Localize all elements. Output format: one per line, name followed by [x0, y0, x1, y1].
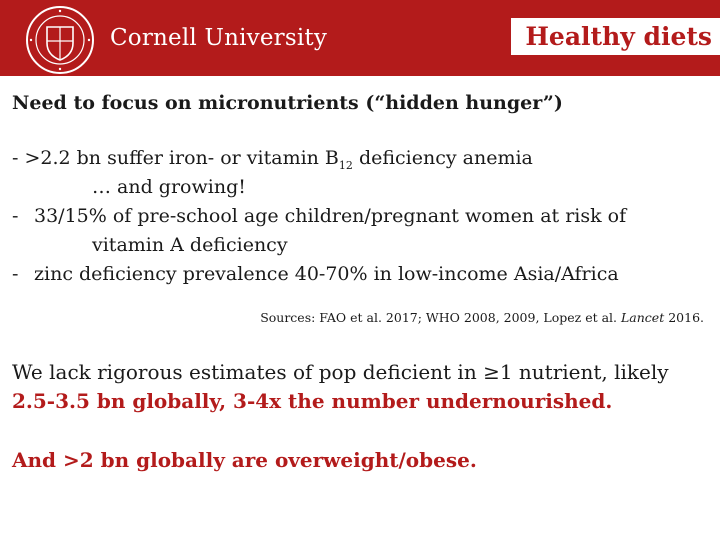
estimate-line-2: 2.5-3.5 bn globally, 3-4x the number undernourished.	[12, 389, 613, 413]
bullet-2-continuation: vitamin A deficiency	[92, 234, 288, 256]
bullet-3-text: zinc deficiency prevalence 40-70% in low-income Asia/Africa	[34, 263, 619, 285]
bullet-1	[12, 147, 533, 172]
section-heading: Need to focus on micronutrients (“hidden hunger”)	[12, 92, 563, 114]
bullet-dash: -	[12, 147, 25, 169]
bullet-2	[12, 205, 626, 228]
overweight-statement: And >2 bn globally are overweight/obese.	[12, 448, 477, 472]
sources-prefix: Sources: FAO et al. 2017; WHO 2008, 2009, Lopez et al.	[260, 310, 621, 325]
bullet-dash: -	[12, 263, 19, 285]
bullet-3	[12, 263, 619, 286]
bullet-1-text-end: deficiency anemia	[352, 147, 533, 169]
estimate-line-1: We lack rigorous estimates of pop deficient in ≥1 nutrient, likely	[12, 360, 669, 384]
cornell-seal-icon	[25, 5, 95, 75]
bullet-2-text: 33/15% of pre-school age children/pregnant women at risk of	[34, 205, 627, 227]
bullet-1-subscript: 12	[338, 158, 353, 172]
brand-name: Cornell University	[110, 25, 328, 51]
sources-journal: Lancet	[621, 310, 665, 325]
bullet-1-text: >2.2 bn suffer iron- or vitamin B	[24, 147, 339, 169]
slide-title: Healthy diets	[511, 18, 720, 55]
sources-citation	[260, 310, 704, 325]
bullet-1-continuation: … and growing!	[92, 176, 246, 198]
header-bar	[0, 0, 720, 76]
sources-suffix: 2016.	[664, 310, 704, 325]
bullet-dash: -	[12, 205, 19, 227]
